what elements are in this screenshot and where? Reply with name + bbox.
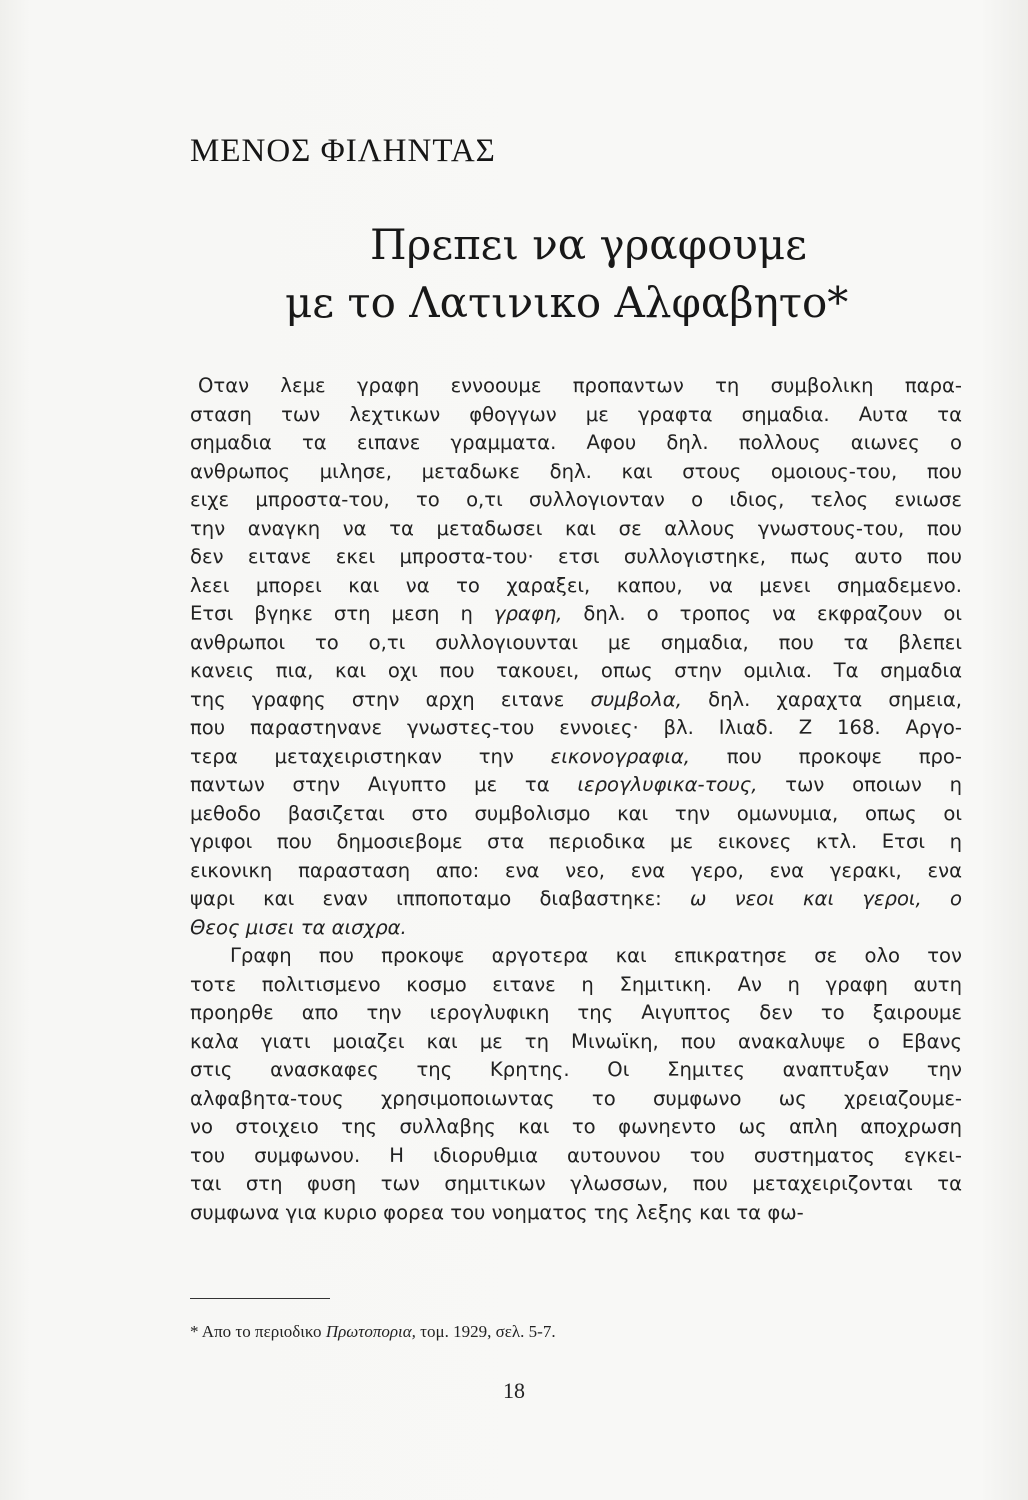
text-line <box>190 885 962 914</box>
line-text: γριφοι που δημοσιεβομε στα περιοδικα με εικονες κτλ. Ετσι η <box>190 830 962 853</box>
text-line <box>190 828 962 857</box>
article-body <box>190 372 962 1227</box>
line-text: της γραφης στην αρχη ειτανε <box>190 687 591 711</box>
text-line <box>190 942 962 971</box>
text-line <box>190 1199 962 1228</box>
line-text: ψαρι και εναν ιπποποταμο διαβαστηκε: <box>190 887 690 910</box>
line-text: των οποιων η <box>757 773 962 796</box>
footnote-text-post: τομ. 1929, σελ. 5-7. <box>415 1322 556 1341</box>
italic-text: γραφη, <box>493 602 563 625</box>
footnote-journal: Πρωτοπορια, <box>325 1322 416 1341</box>
text-line <box>190 1142 962 1171</box>
text-line <box>190 999 962 1028</box>
line-text: εικονικη παρασταση απο: ενα νεο, ενα γερο, ενα γερακι, ενα <box>190 858 962 882</box>
text-line <box>190 686 962 715</box>
text-line <box>190 714 962 743</box>
line-text: νο στοιχειο της συλλαβης και το φωνηεντο ως απλη αποχρωση <box>190 1115 962 1138</box>
author-name: ΜΕΝΟΣ ΦΙΛΗΝΤΑΣ <box>190 133 496 169</box>
italic-text: συμβολα, <box>590 687 682 711</box>
line-text: τοτε πολιτισμενο κοσμο ειτανε η Σημιτικη. Αν η γραφη αυτη <box>190 972 962 996</box>
text-line <box>190 572 962 601</box>
line-text: προηρθε απο την ιερογλυφικη της Αιγυπτος δεν το ξαιρουμε <box>190 1001 962 1024</box>
line-text: συμφωνα για κυριο φορεα του νοηματος της λεξης και τα φω- <box>190 1200 804 1224</box>
italic-text: ω νεοι και γεροι, ο <box>690 887 962 910</box>
line-text: λεει μπορει και να το χαραξει, καπου, να μενει σημαδεμενο. <box>190 573 962 597</box>
text-line <box>190 1056 962 1085</box>
paragraph-2 <box>190 942 962 1227</box>
footnote-marker: * <box>190 1322 199 1341</box>
line-text: Ετσι βγηκε στη μεση η <box>190 602 494 625</box>
italic-text: ιερογλυφικα-τους, <box>577 773 758 796</box>
footnote <box>190 1322 556 1342</box>
line-text: αλφαβητα-τους χρησιμοποιωντας το συμφωνο ως χρειαζουμε- <box>190 1086 962 1110</box>
text-line <box>190 914 962 943</box>
line-text: δεν ειτανε εκει μπροστα-του· ετσι συλλογιστηκε, πως αυτο που <box>190 545 962 568</box>
line-text: που παραστηνανε γνωστες-του εννοιες· βλ. Ιλιαδ. Ζ 168. Αργο- <box>190 716 962 739</box>
text-line <box>190 629 962 658</box>
line-text: ειχε μπροστα-του, το ο,τι συλλογιονταν ο ιδιος, τελος ενιωσε <box>190 488 962 511</box>
text-line <box>190 401 962 430</box>
line-text: ανθρωποι το ο,τι συλλογιουνται με σημαδια, που τα βλεπει <box>190 630 962 654</box>
page-number: 18 <box>503 1378 525 1403</box>
text-line <box>190 771 962 800</box>
line-text: Γραφη που προκοψε αργοτερα και επικρατησε σε ολο τον <box>230 944 962 967</box>
line-text: τερα μεταχειριστηκαν την <box>190 744 551 768</box>
line-text: του συμφωνου. Η ιδιορυθμια αυτουνου του συστηματος εγκει- <box>190 1143 962 1167</box>
text-line <box>190 429 962 458</box>
text-line <box>190 543 962 572</box>
line-text: σημαδια τα ειπανε γραμματα. Αφου δηλ. πολλους αιωνες ο <box>190 431 962 454</box>
text-line <box>190 657 962 686</box>
text-line <box>190 800 962 829</box>
line-text: την αναγκη να τα μεταδωσει και σε αλλους γνωστους-του, που <box>190 516 962 540</box>
text-line <box>190 857 962 886</box>
text-line <box>190 515 962 544</box>
text-line <box>190 1113 962 1142</box>
text-line <box>190 1028 962 1057</box>
article-title-line-2: με το Λατινικο Αλφαβητο* <box>285 278 849 327</box>
line-text: Οταν λεμε γραφη εννοουμε προπαντων τη συμβολικη παρα- <box>198 374 962 397</box>
text-line <box>190 743 962 772</box>
article-title-line-1: Πρεπει να γραφουμε <box>370 220 807 269</box>
italic-text: εικονογραφια, <box>550 744 690 768</box>
line-text: παντων στην Αιγυπτο με τα <box>190 773 578 796</box>
italic-text: Θεος μισει τα αισχρα. <box>190 915 407 939</box>
line-text: κανεις πια, και οχι που τακουει, οπως στην ομιλια. Τα σημαδια <box>190 659 962 682</box>
footnote-divider <box>190 1298 330 1299</box>
text-line <box>190 372 962 401</box>
text-line <box>190 971 962 1000</box>
text-line <box>190 486 962 515</box>
text-line <box>190 458 962 487</box>
text-line <box>190 1170 962 1199</box>
line-text: στις ανασκαφες της Κρητης. Οι Σημιτες αναπτυξαν την <box>190 1058 962 1081</box>
line-text: καλα γιατι μοιαζει και με τη Μινωϊκη, που ανακαλυψε ο Εβανς <box>190 1029 962 1053</box>
text-line <box>190 1085 962 1114</box>
paragraph-1 <box>190 372 962 942</box>
line-text: δηλ. χαραχτα σημεια, <box>681 687 962 711</box>
line-text: δηλ. ο τροπος να εκφραζουν οι <box>562 602 962 625</box>
line-text: που προκοψε προ- <box>689 744 962 768</box>
line-text: μεθοδο βασιζεται στο συμβολισμο και την ομωνυμια, οπως οι <box>190 801 962 825</box>
footnote-text-pre: Απο το περιοδικο <box>198 1322 326 1341</box>
text-line <box>190 600 962 629</box>
line-text: ανθρωπος μιλησε, μεταδωκε δηλ. και στους ομοιους-του, που <box>190 459 962 483</box>
line-text: ται στη φυση των σημιτικων γλωσσων, που μεταχειριζονται τα <box>190 1172 962 1195</box>
line-text: σταση των λεχτικων φθογγων με γραφτα σημαδια. Αυτα τα <box>190 402 962 426</box>
